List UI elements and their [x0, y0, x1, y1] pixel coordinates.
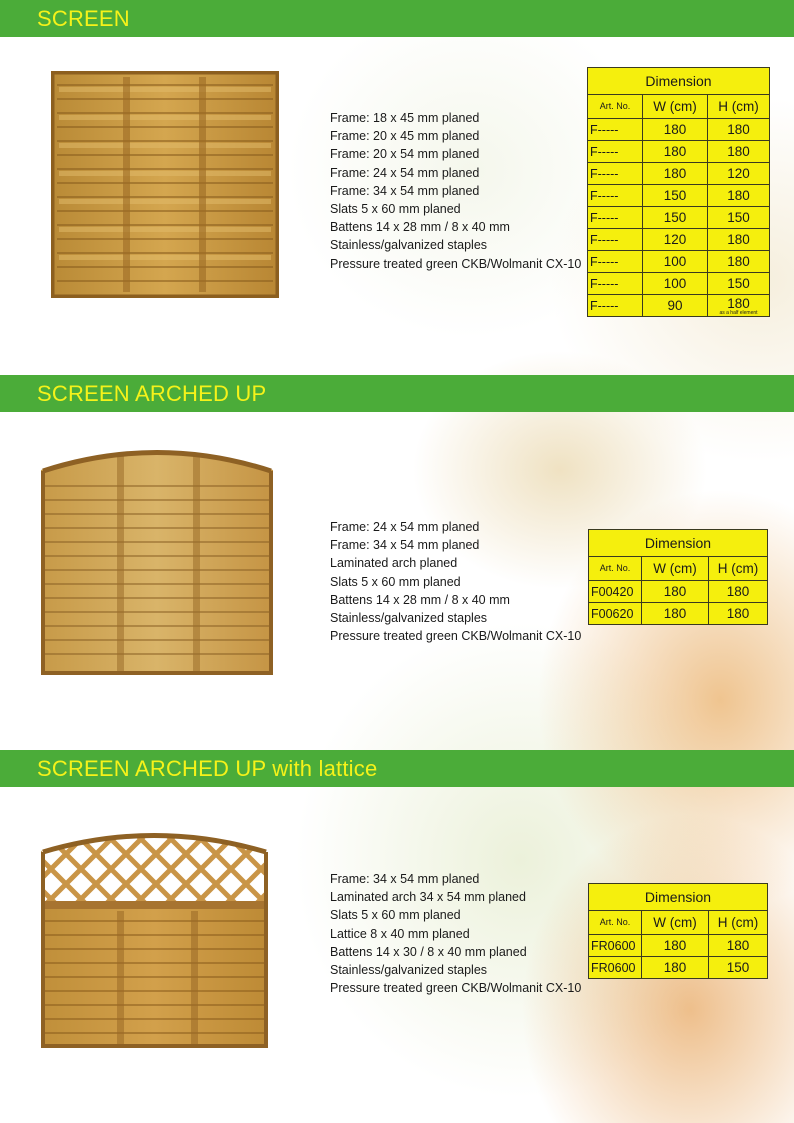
spec-item: Laminated arch 34 x 54 mm planed [330, 890, 526, 905]
spec-item: Laminated arch planed [330, 556, 458, 571]
cell-height: 180 [709, 581, 768, 603]
spec-item: Frame: 20 x 54 mm planed [330, 147, 480, 162]
cell-art-no: FR0600 [589, 957, 642, 979]
table-row [588, 273, 770, 295]
cell-height: 180 [708, 119, 770, 141]
column-header-height: H (cm) [709, 557, 768, 581]
cell-art-no: F----- [588, 185, 643, 207]
cell-art-no: F----- [588, 119, 643, 141]
cell-height: 180 [708, 141, 770, 163]
dimension-table [588, 883, 768, 979]
cell-width: 180 [642, 935, 709, 957]
cell-height: 150 [709, 957, 768, 979]
cell-width: 150 [643, 207, 708, 229]
column-header-height: H (cm) [709, 911, 768, 935]
spec-item: Battens 14 x 28 mm / 8 x 40 mm [330, 592, 510, 607]
cell-art-no: F----- [588, 141, 643, 163]
spec-item: Frame: 24 x 54 mm planed [330, 165, 480, 180]
cell-art-no: F----- [588, 273, 643, 295]
cell-height: 180 [709, 935, 768, 957]
spec-item: Stainless/galvanized staples [330, 238, 488, 253]
cell-width: 120 [643, 229, 708, 251]
column-header-width: W (cm) [643, 95, 708, 119]
cell-width: 180 [642, 603, 709, 625]
table-caption: Dimension [589, 884, 768, 911]
section-title: SCREEN ARCHED UP with lattice [37, 756, 378, 781]
cell-art-no: F----- [588, 229, 643, 251]
table-row [588, 119, 770, 141]
cell-height [708, 295, 770, 317]
screen-arched-lattice-panel-image [41, 829, 268, 1048]
spec-item: Slats 5 x 60 mm planed [330, 202, 461, 217]
spec-item: Battens 14 x 28 mm / 8 x 40 mm [330, 220, 510, 235]
cell-art-no: F----- [588, 251, 643, 273]
section-title: SCREEN ARCHED UP [37, 381, 267, 406]
column-header-art-no: Art. No. [589, 557, 642, 581]
dimension-table [588, 529, 768, 625]
table-row [588, 295, 770, 317]
column-header-art-no: Art. No. [589, 911, 642, 935]
cell-art-no: F00620 [589, 603, 642, 625]
spec-item: Slats 5 x 60 mm planed [330, 908, 461, 923]
spec-item: Frame: 34 x 54 mm planed [330, 872, 480, 886]
spec-item: Pressure treated green CKB/Wolmanit CX-10 [330, 629, 582, 644]
cell-height: 150 [708, 207, 770, 229]
cell-width: 180 [643, 141, 708, 163]
spec-item: Stainless/galvanized staples [330, 611, 488, 626]
column-header-width: W (cm) [642, 911, 709, 935]
spec-item: Frame: 24 x 54 mm planed [330, 520, 480, 534]
table-caption: Dimension [589, 530, 768, 557]
cell-height: 180 [708, 185, 770, 207]
cell-width: 150 [643, 185, 708, 207]
spec-item: Lattice 8 x 40 mm planed [330, 926, 470, 941]
cell-height: 120 [708, 163, 770, 185]
table-caption: Dimension [588, 68, 770, 95]
table-row [588, 207, 770, 229]
cell-art-no: F----- [588, 295, 643, 317]
cell-height-value: 180 [727, 295, 750, 311]
cell-art-no: F00420 [589, 581, 642, 603]
section-band-screen [0, 0, 794, 37]
table-row [589, 603, 768, 625]
spec-item: Stainless/galvanized staples [330, 963, 488, 978]
spec-item: Frame: 34 x 54 mm planed [330, 538, 480, 553]
cell-height: 180 [708, 229, 770, 251]
cell-width: 100 [643, 251, 708, 273]
dimension-table [587, 67, 770, 317]
column-header-art-no: Art. No. [588, 95, 643, 119]
table-row [588, 163, 770, 185]
spec-item: Battens 14 x 30 / 8 x 40 mm planed [330, 944, 527, 959]
cell-height: 180 [708, 251, 770, 273]
cell-width: 180 [643, 119, 708, 141]
section-band-screen-arched-up [0, 375, 794, 412]
screen-arched-panel-image [41, 446, 273, 675]
table-row [588, 185, 770, 207]
table-row [588, 229, 770, 251]
cell-height: 150 [708, 273, 770, 295]
cell-width: 90 [643, 295, 708, 317]
cell-art-no: F----- [588, 207, 643, 229]
column-header-height: H (cm) [708, 95, 770, 119]
table-row [589, 957, 768, 979]
cell-width: 100 [643, 273, 708, 295]
spec-item: Frame: 20 x 45 mm planed [330, 129, 480, 144]
column-header-width: W (cm) [642, 557, 709, 581]
spec-list [330, 109, 581, 273]
cell-width: 180 [642, 957, 709, 979]
table-row [589, 935, 768, 957]
spec-item: Slats 5 x 60 mm planed [330, 574, 461, 589]
spec-item: Frame: 18 x 45 mm planed [330, 111, 480, 125]
spec-item: Pressure treated green CKB/Wolmanit CX-10 [330, 256, 582, 271]
section-band-screen-arched-up-lattice [0, 750, 794, 787]
table-row [588, 251, 770, 273]
table-row [589, 581, 768, 603]
cell-width: 180 [642, 581, 709, 603]
half-element-note: as a half element [719, 309, 758, 316]
spec-item: Pressure treated green CKB/Wolmanit CX-10 [330, 981, 582, 996]
spec-item: Frame: 34 x 54 mm planed [330, 183, 480, 198]
spec-list [330, 518, 581, 645]
spec-list [330, 870, 581, 997]
cell-art-no: FR0600 [589, 935, 642, 957]
table-row [588, 141, 770, 163]
cell-width: 180 [643, 163, 708, 185]
screen-panel-image [51, 71, 279, 298]
section-title: SCREEN [37, 6, 130, 31]
cell-height: 180 [709, 603, 768, 625]
cell-art-no: F----- [588, 163, 643, 185]
